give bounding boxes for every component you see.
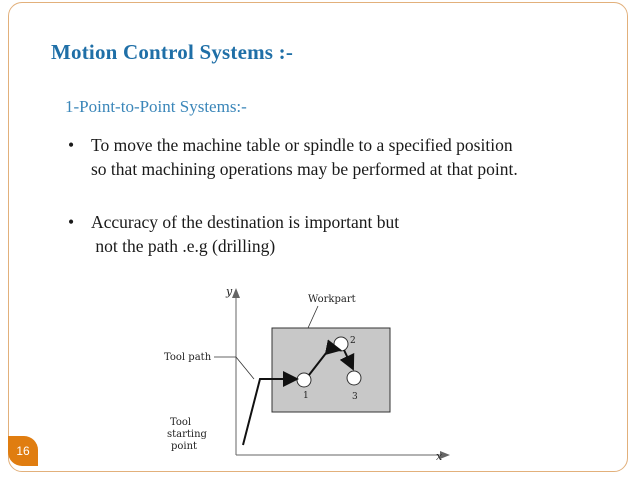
workpart-leader: [308, 306, 318, 328]
bullet-text-line: To move the machine table or spindle to a specified position: [91, 135, 513, 155]
y-axis-arrow: [232, 288, 240, 298]
tool-path-label: Tool path: [164, 352, 212, 363]
y-axis-label: y: [226, 285, 233, 298]
point-to-point-diagram: [150, 280, 460, 465]
hole-point-3: [347, 371, 361, 385]
bullet-text-line: Accuracy of the destination is important but: [91, 212, 400, 232]
hole-point-1: [297, 373, 311, 387]
bullet-symbol: •: [68, 212, 75, 232]
tool-start-label-line-1: Tool: [170, 417, 192, 428]
workpart-label: Workpart: [308, 294, 356, 305]
point-1-label: 1: [303, 391, 309, 401]
slide-subtitle: 1-Point-to-Point Systems:-: [65, 97, 247, 116]
page-number-badge: 16: [8, 436, 38, 466]
tool-start-label-line-2: starting: [167, 429, 207, 440]
bullet-symbol: •: [68, 135, 75, 155]
tool-path-leader-2: [236, 357, 254, 379]
point-3-label: 3: [352, 392, 358, 402]
slide-title: Motion Control Systems :-: [51, 40, 294, 64]
bullet-text-line: not the path .e.g (drilling): [91, 236, 276, 256]
tool-start-label-line-3: point: [171, 441, 198, 452]
bullet-text-line: so that machining operations may be performed at that point.: [91, 159, 518, 179]
x-axis-label: x: [436, 450, 443, 463]
point-2-label: 2: [350, 336, 356, 346]
bullet-item-2: [68, 210, 588, 258]
workpart-block: [272, 328, 390, 412]
bullet-item-1: [68, 133, 628, 181]
